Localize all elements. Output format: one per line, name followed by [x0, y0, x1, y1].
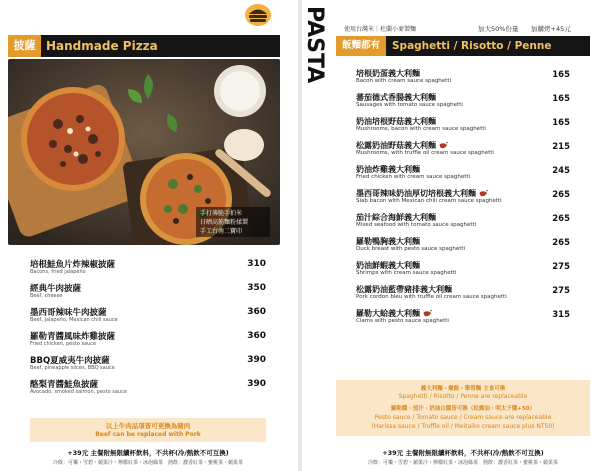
burger-logo-icon [244, 3, 272, 27]
menu-item [30, 282, 266, 306]
item-name-zh-text: 奶油炸雞義大利麵 [356, 165, 420, 174]
item-name-zh-text: 松露奶油藍帶豬排義大利麵 [356, 285, 452, 294]
photo-caption-line: 日晒高筋麵粉揉製 [200, 219, 249, 226]
pasta-vertical-title [302, 4, 332, 96]
item-price: 310 [247, 259, 266, 269]
item-name-en: Bacons, fried jalapeño [30, 269, 86, 275]
menu-item [356, 116, 570, 140]
item-name-zh-text: 墨西哥辣味奶油厚切培根義大利麵 [356, 189, 476, 198]
item-name-en: Sausages with tomato sauce spaghetti [356, 102, 463, 108]
item-price: 265 [552, 238, 570, 248]
big-portion-price: 加購烤+45元 [531, 25, 571, 33]
item-name-en: Mixed seafood with tomato sauce spaghetti [356, 222, 477, 228]
item-name-en: Fried chicken with cream sauce spaghetti [356, 174, 471, 180]
pasta-section-title: Spaghetti / Risotto / Penne [392, 40, 552, 52]
drink-list: 冷飲：可樂・雪碧・蘋果汁・檸檬紅茶・冰泡綠茶 熱飲：濃香紅茶・蜜桃茶・蘋果茶 [367, 460, 558, 466]
pizza-replacement-note [30, 418, 266, 442]
pizza-section-title: Handmade Pizza [46, 39, 158, 53]
drink-addon-note: +39元 主餐附無限續杯飲料，不共杯(冷/熱飲不可互換) [382, 449, 544, 457]
menu-item [30, 378, 266, 402]
menu-item [356, 164, 570, 188]
menu-item [30, 354, 266, 378]
menu-item [356, 92, 570, 116]
drink-addon-note: +39元 主餐附無限續杯飲料，不共杯(冷/熱飲不可互換) [67, 449, 229, 457]
drink-list: 冷飲：可樂・雪碧・蘋果汁・檸檬紅茶・冰泡綠茶 熱飲：濃香紅茶・蜜桃茶・蘋果茶 [52, 460, 243, 466]
note-line: 義大利麵・燉飯・筆管麵 主食可換 [420, 386, 506, 392]
item-name-zh-text: 奶油鮮蝦義大利麵 [356, 261, 420, 270]
item-name-zh: 經典牛肉披薩 [30, 284, 82, 294]
item-price: 165 [552, 118, 570, 128]
item-name-zh-text: 茄汁綜合海鮮義大利麵 [356, 213, 436, 222]
item-price: 275 [552, 286, 570, 296]
note-text-en: Beef can be replaced with Pork [95, 431, 201, 438]
item-price: 215 [552, 142, 570, 152]
item-name-en: Slab bacon with Mexican chili cream sauce spaghetti [356, 198, 502, 204]
item-name-en: Beef, pineapple slices, BBQ sauce [30, 365, 115, 371]
note-line: (Harissa sauce / Truffle oil / Meitaiko cream sauce plus NT50) [371, 423, 555, 430]
menu-item [356, 68, 570, 92]
item-name-en: Bacon with cream sauce spaghetti [356, 78, 452, 84]
item-name-zh-text: 蕃茄德式香腸義大利麵 [356, 93, 436, 102]
pizza-menu-list [30, 258, 266, 402]
item-price: 350 [247, 283, 266, 293]
item-price: 315 [552, 310, 570, 320]
chili-icon [439, 142, 448, 149]
item-name-zh-text: 松露奶油野菇義大利麵 [356, 141, 436, 150]
item-name-en: Pork cordon bleu with truffle oil cream sauce spaghetti [356, 294, 507, 300]
menu-item [30, 258, 266, 282]
item-name-zh-text: 羅勒大蛤義大利麵 [356, 309, 420, 318]
item-name-zh-text: 羅勒鴨胸義大利麵 [356, 237, 420, 246]
menu-item [356, 284, 570, 308]
item-price: 165 [552, 70, 570, 80]
item-name-en: Beef, cheese [30, 293, 63, 299]
big-portion-label: 加大50%份量 [478, 25, 519, 33]
item-name-en: Fried chicken, pesto sauce [30, 341, 97, 347]
pasta-title-text: PASTA [302, 6, 327, 84]
note-line: Pesto sauce / Tomato sauce / Cream sauce are replaceable [374, 414, 552, 421]
pizza-section-tag: 披薩 [8, 35, 41, 57]
pasta-ingredient-note: 使用台灣米｜杜蘭小麥製麵 [344, 26, 417, 33]
menu-item [356, 308, 570, 332]
item-name-en: Duck breast with pesto sauce spaghetti [356, 246, 466, 252]
pasta-replacement-note [336, 380, 590, 436]
item-name-zh: 羅勒青醬風味炸雞披薩 [30, 332, 116, 342]
pasta-menu-list [356, 68, 570, 332]
item-name-en: Clams with pesto sauce spaghetti [356, 318, 449, 324]
item-name-zh: 培根鮭魚片炸辣椒披薩 [30, 260, 116, 270]
menu-item [356, 188, 570, 212]
item-price: 275 [552, 262, 570, 272]
item-price: 360 [247, 331, 266, 341]
menu-item [356, 140, 570, 164]
note-line: 羅勒醬・茄汁・奶油白醬皆可換（松露油・明太子醬+50） [390, 406, 536, 412]
photo-caption-line: 手打薄脆手拍米 [200, 210, 243, 217]
item-price: 265 [552, 214, 570, 224]
item-name-en: Mushrooms, bacon with cream sauce spaghetti [356, 126, 486, 132]
item-name-zh-text: 培根奶蛋義大利麵 [356, 69, 420, 78]
item-name-en: Avocado, smoked salmon, pesto sauce [30, 389, 127, 395]
menu-item [30, 306, 266, 330]
item-name-en: Beef, jalapeño, Mexican chili sauce [30, 317, 118, 323]
item-name-en: Mushrooms, with truffle oil cream sauce spaghetti [356, 150, 494, 156]
menu-item [356, 260, 570, 284]
item-price: 265 [552, 190, 570, 200]
item-name-zh-text: 奶油培根野菇義大利麵 [356, 117, 436, 126]
menu-item [30, 330, 266, 354]
item-name-zh: 酪梨青醬鮭魚披薩 [30, 380, 99, 390]
chili-icon [479, 190, 488, 197]
item-price: 245 [552, 166, 570, 176]
photo-caption [200, 209, 270, 236]
item-name-zh: BBQ夏威夷牛肉披薩 [30, 356, 110, 366]
item-name-en: Shrimps with cream sauce spaghetti [356, 270, 457, 276]
chili-icon [423, 310, 432, 317]
menu-item [356, 236, 570, 260]
note-line: Spaghetti / Risotto / Penne are replaceable [398, 393, 528, 400]
menu-item [356, 212, 570, 236]
pasta-section-tag: 飯麵都有 [336, 36, 386, 56]
item-price: 165 [552, 94, 570, 104]
photo-caption-line: 手工台南二寶印 [200, 228, 243, 235]
item-price: 390 [247, 355, 266, 365]
item-price: 360 [247, 307, 266, 317]
note-text-zh: 以上牛肉品項皆可更換為豬肉 [105, 422, 191, 430]
pizza-photo [8, 59, 280, 245]
item-price: 390 [247, 379, 266, 389]
item-name-zh: 墨西哥辣味牛肉披薩 [30, 308, 107, 318]
